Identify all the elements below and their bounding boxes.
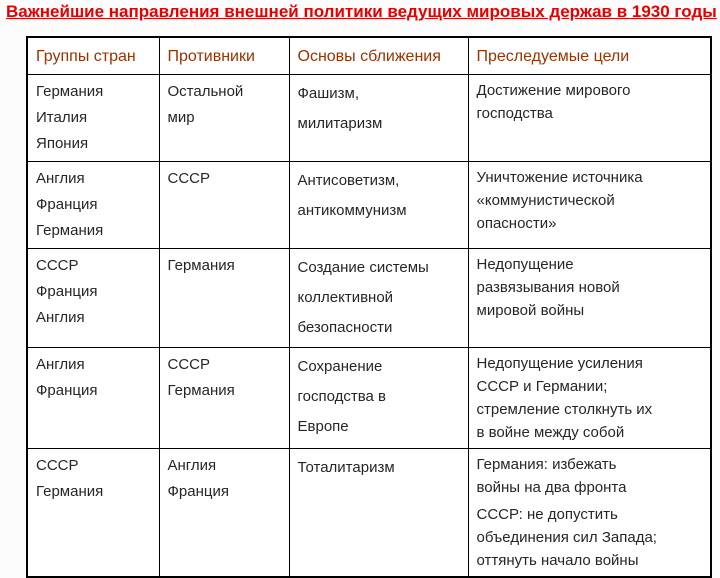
cell-paragraph <box>477 352 703 444</box>
table-cell <box>289 161 468 248</box>
cell-paragraph <box>477 503 703 572</box>
cell-line: безопасности <box>297 318 393 336</box>
cell-paragraph <box>168 453 281 505</box>
cell-line: Япония <box>36 134 89 152</box>
cell-line: Франция <box>36 381 98 399</box>
cell-line: стремление столкнуть их <box>476 400 653 418</box>
cell-line: СССР <box>167 169 211 187</box>
cell-line: объединения сил Запада; <box>476 528 657 546</box>
cell-paragraph <box>36 453 151 505</box>
cell-line: господства в <box>297 387 387 405</box>
cell-line: Англия <box>167 456 217 474</box>
cell-line: в войне между собой <box>476 423 625 441</box>
cell-line: господства <box>476 104 553 122</box>
cell-line: СССР: не допустить <box>476 505 618 523</box>
table-cell <box>468 248 711 347</box>
table-cell <box>468 161 711 248</box>
table-cell <box>468 347 711 448</box>
page-title: Важнейшие направления внешней политики ведущих мировых держав в 1930 годы <box>6 2 717 21</box>
table-cell <box>289 248 468 347</box>
cell-paragraph <box>477 453 703 499</box>
table-body <box>27 74 711 577</box>
cell-line: антикоммунизм <box>297 201 407 219</box>
cell-paragraph <box>477 79 703 125</box>
cell-paragraph <box>477 253 703 322</box>
table-cell <box>27 347 159 448</box>
cell-line: Сохранение <box>297 357 383 375</box>
column-header-3: Преследуемые цели <box>468 37 711 74</box>
cell-line: Германия <box>167 256 235 274</box>
cell-line: СССР <box>36 456 79 474</box>
cell-line: СССР <box>36 256 79 274</box>
cell-paragraph <box>477 166 703 235</box>
cell-line: коллективной <box>297 288 394 306</box>
table-cell <box>27 161 159 248</box>
cell-line: Германия: избежать <box>476 455 617 473</box>
table-row <box>27 248 711 347</box>
cell-paragraph <box>36 253 151 331</box>
table-cell <box>159 347 289 448</box>
table-cell <box>289 448 468 577</box>
cell-line: милитаризм <box>297 114 383 132</box>
cell-line: развязывания новой <box>476 278 620 296</box>
cell-paragraph <box>298 79 460 139</box>
cell-line: опасности» <box>476 214 557 232</box>
cell-line: Достижение мирового <box>476 81 631 99</box>
table-cell <box>27 248 159 347</box>
cell-line: Германия <box>167 381 235 399</box>
cell-line: Германия <box>36 482 104 500</box>
table-cell <box>159 161 289 248</box>
cell-line: Антисоветизм, <box>297 171 400 189</box>
cell-line: Европе <box>297 417 349 435</box>
table-cell <box>289 347 468 448</box>
cell-paragraph <box>36 352 151 404</box>
header-row <box>27 37 711 74</box>
cell-line: Остальной <box>167 82 244 100</box>
table-cell <box>159 448 289 577</box>
cell-paragraph <box>298 453 460 483</box>
cell-line: Франция <box>36 282 98 300</box>
cell-line: войны на два фронта <box>476 478 627 496</box>
cell-line: мировой войны <box>476 301 585 319</box>
table-cell <box>27 74 159 161</box>
table-cell <box>468 74 711 161</box>
cell-line: Италия <box>36 108 88 126</box>
cell-line: мир <box>167 108 195 126</box>
cell-line: Германия <box>36 82 104 100</box>
foreign-policy-table <box>26 36 712 578</box>
cell-line: Фашизм, <box>297 84 360 102</box>
cell-paragraph <box>168 79 281 131</box>
cell-line: Германия <box>36 221 104 239</box>
cell-line: Создание системы <box>297 258 429 276</box>
cell-line: Недопущение <box>476 255 574 273</box>
table-row <box>27 347 711 448</box>
cell-paragraph <box>36 166 151 244</box>
cell-line: Тоталитаризм <box>297 458 395 476</box>
cell-line: СССР <box>167 355 211 373</box>
cell-paragraph <box>36 79 151 157</box>
column-header-2: Основы сближения <box>289 37 468 74</box>
table-cell <box>289 74 468 161</box>
cell-paragraph <box>168 166 281 192</box>
cell-line: Англия <box>36 308 85 326</box>
cell-line: Франция <box>36 195 98 213</box>
cell-line: Англия <box>36 169 85 187</box>
cell-line: Франция <box>167 482 229 500</box>
table-row <box>27 448 711 577</box>
table-cell <box>468 448 711 577</box>
table-cell <box>27 448 159 577</box>
cell-paragraph <box>298 253 460 343</box>
cell-line: Уничтожение источника <box>476 168 643 186</box>
table-cell <box>159 248 289 347</box>
column-header-0: Группы стран <box>27 37 159 74</box>
table-cell <box>159 74 289 161</box>
table-row <box>27 161 711 248</box>
cell-paragraph <box>298 166 460 226</box>
cell-line: оттянуть начало войны <box>476 551 639 569</box>
cell-line: СССР и Германии; <box>476 377 608 395</box>
cell-line: Англия <box>36 355 85 373</box>
cell-line: «коммунистической <box>476 191 615 209</box>
cell-paragraph <box>168 352 281 404</box>
column-header-1: Противники <box>159 37 289 74</box>
table-row <box>27 74 711 161</box>
cell-line: Недопущение усиления <box>476 354 643 372</box>
cell-paragraph <box>168 253 281 279</box>
cell-paragraph <box>298 352 460 442</box>
